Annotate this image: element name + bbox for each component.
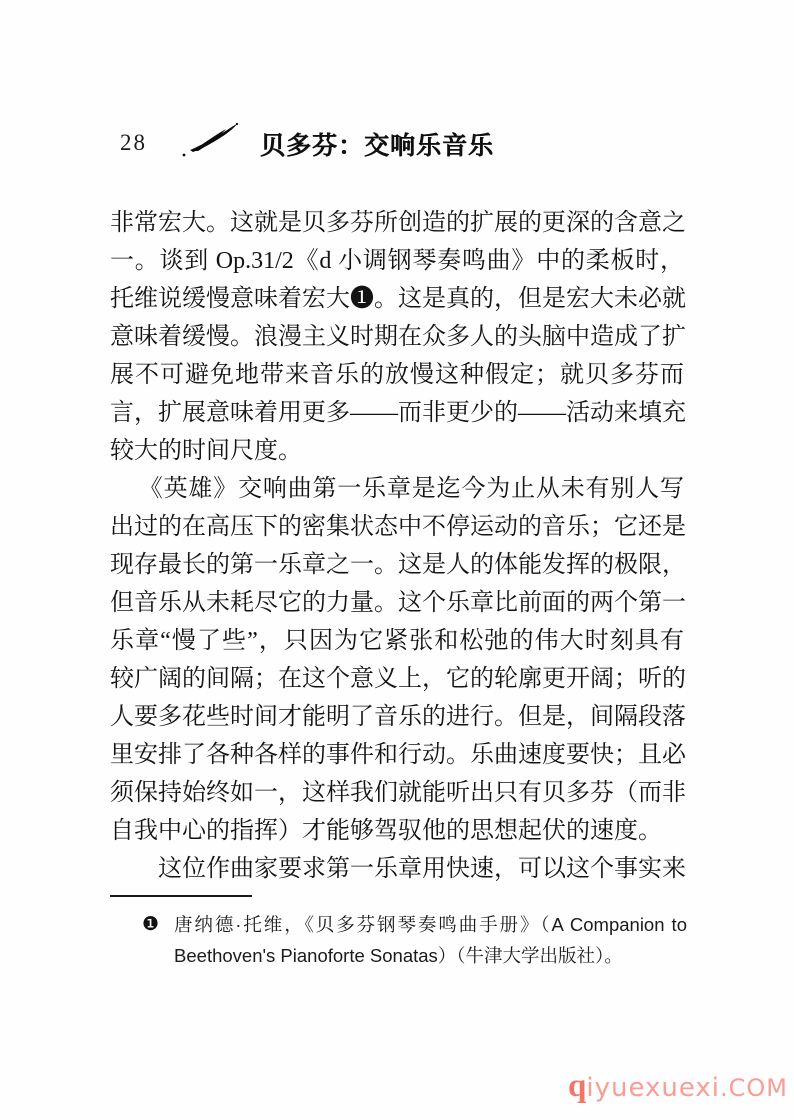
body-text-line: 须保持始终如一，这样我们就能听出只有贝多芬（而非 xyxy=(110,780,686,806)
body-text-line: 较大的时间尺度。 xyxy=(110,438,302,464)
footnote-divider xyxy=(110,895,252,897)
body-text-line: 现存最长的第一乐章之一。这是人的体能发挥的极限， xyxy=(110,552,686,578)
watermark-initial: q xyxy=(568,1068,587,1104)
body-text-line: 人要多花些时间才能明了音乐的进行。但是，间隔段落 xyxy=(110,704,686,730)
body-text-line: 但音乐从未耗尽它的力量。这个乐章比前面的两个第一 xyxy=(110,590,686,616)
body-text-line: 这位作曲家要求第一乐章用快速，可以这个事实来 xyxy=(158,856,686,882)
book-running-title: 贝多芬：交响乐音乐 xyxy=(260,133,495,160)
body-text-line: 自我中心的指挥）才能够驾驭他的思想起伏的速度。 xyxy=(110,818,662,844)
body-text-line: 较广阔的间隔；在这个意义上，它的轮廓更开阔；听的 xyxy=(110,666,686,692)
body-text-line: 里安排了各种各样的事件和行动。乐曲速度要快；且必 xyxy=(110,742,686,768)
body-text-line: 非常宏大。这就是贝多芬所创造的扩展的更深的含意之 xyxy=(110,210,686,236)
body-text-line: 意味着缓慢。浪漫主义时期在众多人的头脑中造成了扩 xyxy=(110,324,686,350)
footnote-line: 唐纳德·托维，《贝多芬钢琴奏鸣曲手册》（A Companion to xyxy=(174,914,687,935)
body-text-line: 言，扩展意味着用更多——而非更少的——活动来填充 xyxy=(110,400,686,426)
brush-flourish-icon xyxy=(180,120,242,160)
body-text-line: 托维说缓慢意味着宏大❶。这是真的，但是宏大未必就 xyxy=(110,286,686,312)
body-text-line: 出过的在高压下的密集状态中不停运动的音乐；它还是 xyxy=(110,514,686,540)
body-text-line: 《英雄》交响曲第一乐章是迄今为止从未有别人写 xyxy=(138,476,684,502)
running-head xyxy=(0,0,794,170)
footnote-marker-icon: ❶ xyxy=(142,914,160,935)
site-watermark xyxy=(568,1068,788,1110)
body-text-line: 一。谈到 Op.31/2《d 小调钢琴奏鸣曲》中的柔板时， xyxy=(110,248,684,274)
watermark-text: iyuexuexi xyxy=(586,1073,721,1103)
page-number: 28 xyxy=(120,130,147,155)
footnote-text xyxy=(174,909,687,971)
footnote-line: Beethoven's Pianoforte Sonatas）（牛津大学出版社）。 xyxy=(174,945,623,966)
body-text-block xyxy=(110,204,684,888)
footnote xyxy=(142,909,687,971)
watermark-domain-suffix: .COM xyxy=(720,1074,788,1102)
body-text-line: 乐章“慢了些”，只因为它紧张和松弛的伟大时刻具有 xyxy=(110,628,684,654)
body-text-line: 展不可避免地带来音乐的放慢这种假定；就贝多芬而 xyxy=(110,362,684,388)
